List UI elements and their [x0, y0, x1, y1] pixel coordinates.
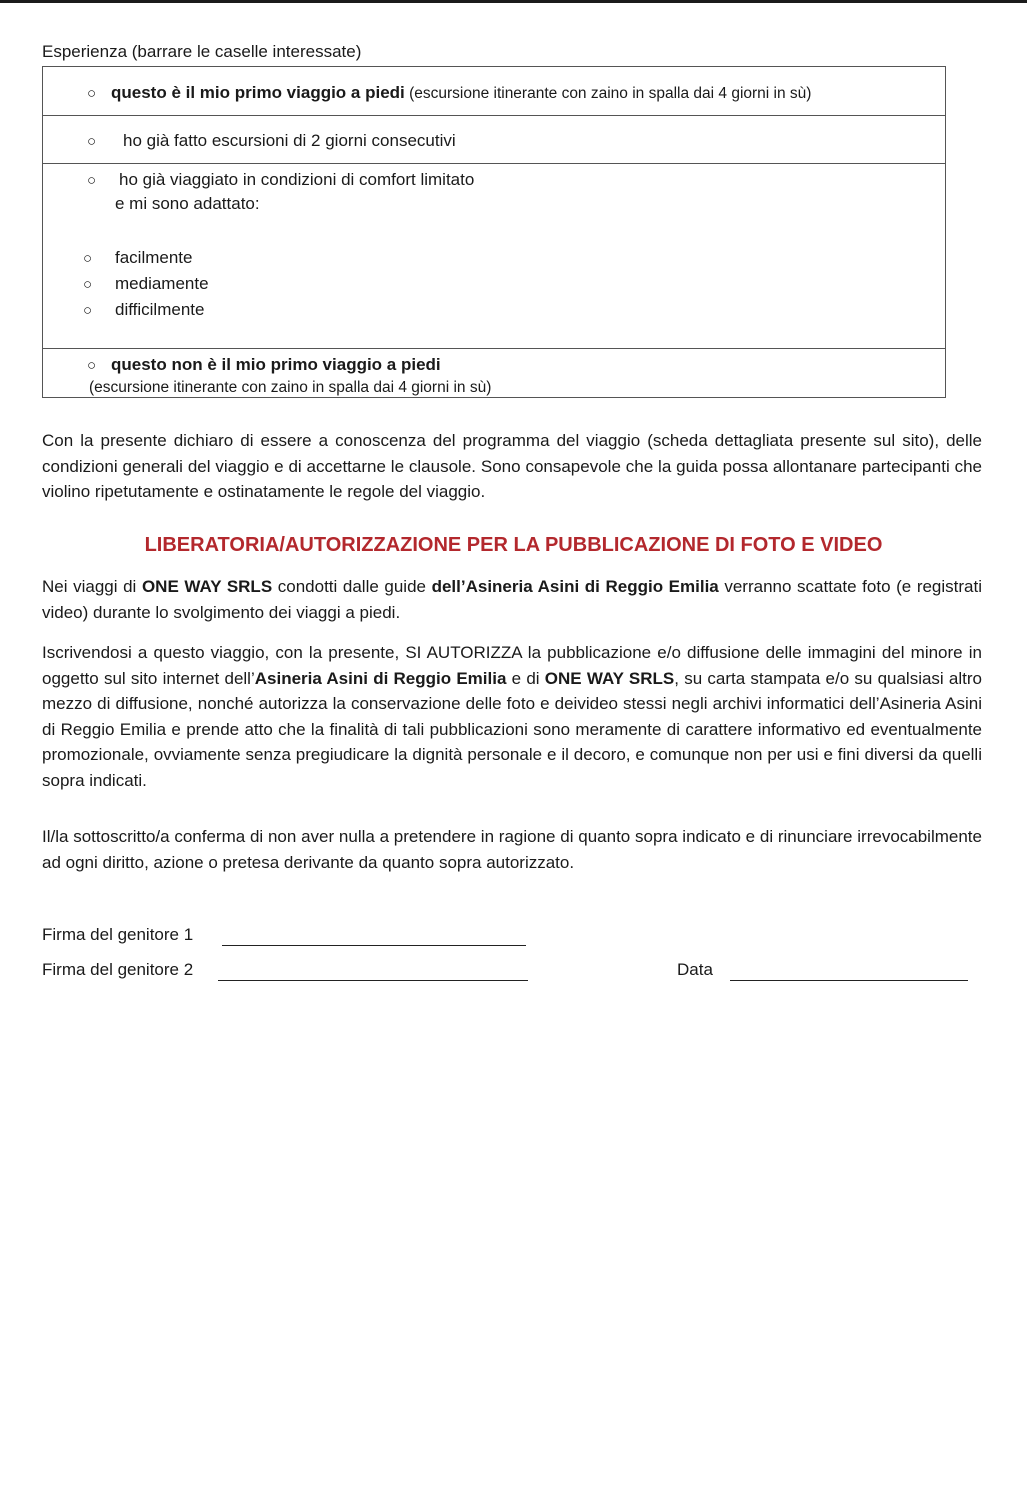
not-first-trip-note: (escursione itinerante con zaino in spalla dai 4 giorni in sù) [89, 379, 492, 396]
release-paragraph-3: Il/la sottoscritto/a conferma di non aver nulla a pretendere in ragione di quanto sopra indicato e di rinunciare irrevocabilmente ad ogni diritto, azione o pretesa derivante da quanto sopra autorizzato. [42, 827, 982, 872]
signature-parent-1-field[interactable] [222, 945, 526, 946]
checkbox-circle-icon[interactable]: ○ [87, 85, 97, 102]
first-trip-label: questo è il mio primo viaggio a piedi [111, 83, 405, 102]
not-first-trip-label: questo non è il mio primo viaggio a piedi [111, 355, 441, 374]
date-field[interactable] [730, 980, 968, 981]
experience-row-first-trip[interactable] [43, 67, 945, 116]
declaration-paragraph: Con la presente dichiaro di essere a conoscenza del programma del viaggio (scheda dettagliata presente sul sito), delle condizioni generali del viaggio e di accettarne le clausole. Sono consapevole che la guida possa allontanare partecipanti che violino ripetutamente e ostinatamente le regole del viaggio. [42, 431, 982, 501]
adapted-label: e mi sono adattato: [115, 194, 260, 213]
experience-row-two-days[interactable] [43, 116, 945, 164]
limited-comfort-label: ho già viaggiato in condizioni di comfort limitato [119, 170, 475, 189]
experience-title: Esperienza (barrare le caselle interessate) [42, 42, 362, 61]
option-easily[interactable]: ○ facilmente [83, 248, 193, 267]
experience-row-limited-comfort[interactable] [43, 164, 945, 349]
two-days-label: ho già fatto escursioni di 2 giorni consecutivi [123, 131, 456, 150]
checkbox-circle-icon[interactable]: ○ [83, 250, 93, 267]
date-label: Data [677, 960, 713, 979]
checkbox-circle-icon[interactable]: ○ [87, 357, 97, 374]
checkbox-circle-icon[interactable]: ○ [83, 302, 93, 319]
release-paragraph-2: Iscrivendosi a questo viaggio, con la presente, SI AUTORIZZA la pubblicazione e/o diffusione delle immagini del minore in oggetto sul sito internet dell’Asineria Asini di Reggio Emilia e di ONE WAY SRLS, su carta stampata e/o su qualsiasi altro mezzo di diffusione, nonché autorizza la conservazione delle foto e deivideo stessi negli archivi informatici dell’Asineria Asini di Reggio Emilia e prende atto che la finalità di tali pubblicazioni sono meramente di carattere informativo ed eventualmente promozionale, ovviamente senza pregiudicare la dignità personale e il decoro, e comunque non per usi e fini diversi da quelli sopra indicati. [42, 643, 983, 790]
option-with-difficulty[interactable]: ○ difficilmente [83, 300, 205, 319]
first-trip-note: (escursione itinerante con zaino in spalla dai 4 giorni in sù) [404, 85, 812, 102]
signature-parent-2-field[interactable] [218, 980, 528, 981]
checkbox-circle-icon[interactable]: ○ [87, 133, 97, 150]
checkbox-circle-icon[interactable]: ○ [83, 276, 93, 293]
checkbox-circle-icon[interactable]: ○ [87, 172, 97, 189]
experience-row-not-first-trip[interactable] [43, 349, 945, 399]
option-moderately[interactable]: ○ mediamente [83, 274, 209, 293]
experience-table [42, 66, 946, 398]
signature-parent-2-label: Firma del genitore 2 [42, 960, 194, 979]
release-title: LIBERATORIA/AUTORIZZAZIONE PER LA PUBBLICAZIONE DI FOTO E VIDEO [144, 534, 883, 556]
signature-parent-1-label: Firma del genitore 1 [42, 925, 194, 944]
release-paragraph-1: Nei viaggi di ONE WAY SRLS condotti dalle guide dell’Asineria Asini di Reggio Emilia verranno scattate foto (e registrati video) durante lo svolgimento dei viaggi a piedi. [42, 577, 983, 622]
top-border [0, 0, 1027, 3]
